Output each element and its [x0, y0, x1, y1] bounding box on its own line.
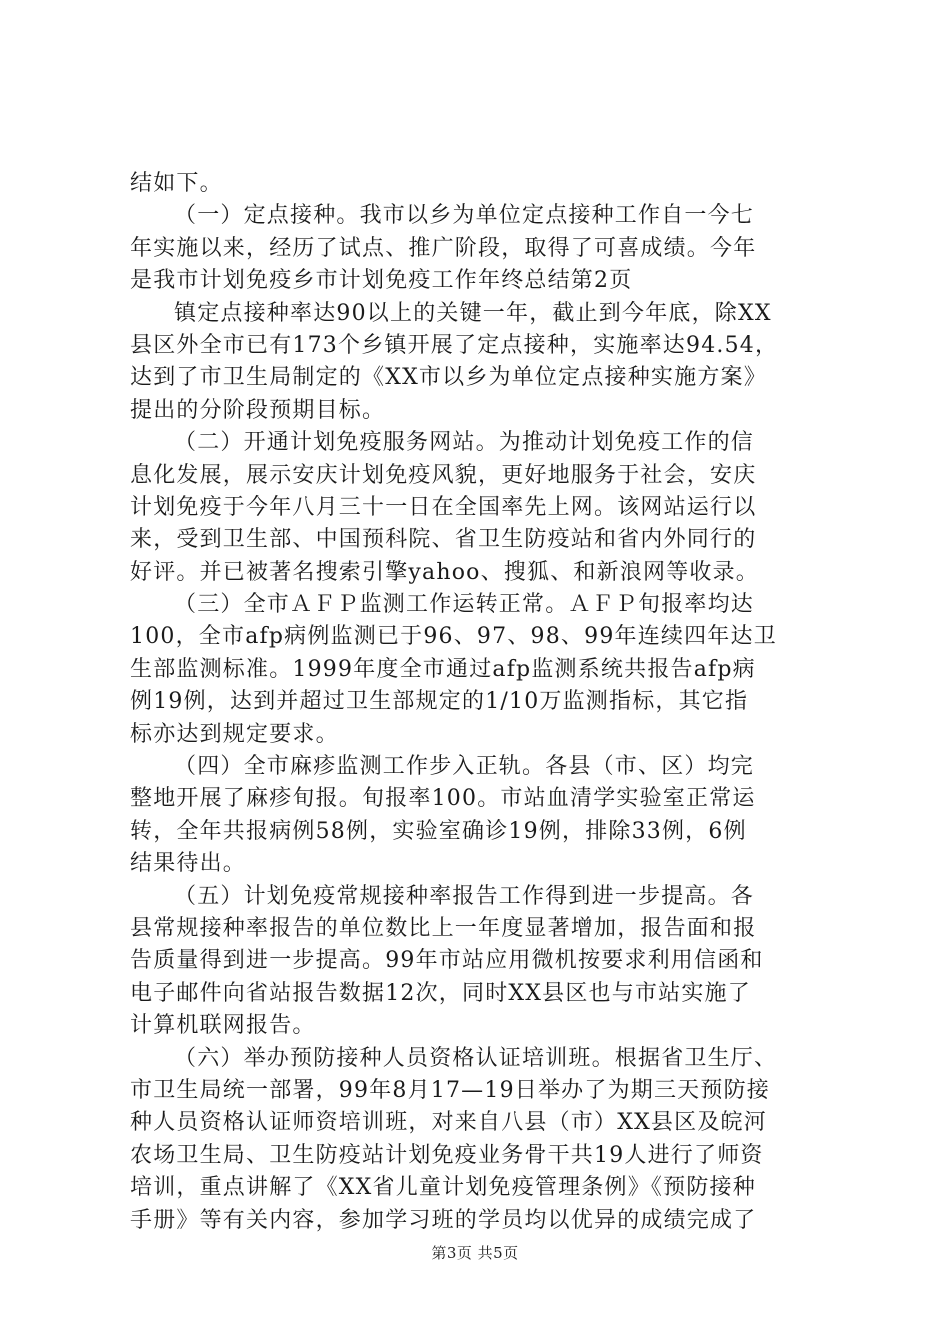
text-line: 县常规接种率报告的单位数比上一年度显著增加，报告面和报	[130, 915, 757, 941]
text-line: 农场卫生局、卫生防疫站计划免疫业务骨干共19人进行了师资	[130, 1142, 764, 1168]
paragraph-start-line: （五）计划免疫常规接种率报告工作得到进一步提高。各	[174, 883, 755, 909]
paragraph-start-line: 镇定点接种率达90以上的关键一年，截止到今年底，除XX	[174, 300, 772, 326]
paragraph-start-line: （六）举办预防接种人员资格认证培训班。根据省卫生厅、	[174, 1045, 778, 1071]
text-line: 息化发展，展示安庆计划免疫风貌，更好地服务于社会，安庆	[130, 462, 757, 488]
text-line: 告质量得到进一步提高。99年市站应用微机按要求利用信函和	[130, 948, 764, 974]
text-line: 种人员资格认证师资培训班，对来自八县（市）XX县区及皖河	[130, 1110, 767, 1136]
page-footer: 第3页 共5页	[431, 1244, 519, 1262]
text-line: 年实施以来，经历了试点、推广阶段，取得了可喜成绩。今年	[130, 235, 757, 261]
text-line: 提出的分阶段预期目标。	[130, 397, 386, 423]
paragraph-start-line: （三）全市ＡＦＰ监测工作运转正常。ＡＦＰ旬报率均达	[174, 592, 755, 618]
text-line: 计划免疫于今年八月三十一日在全国率先上网。该网站运行以	[130, 494, 757, 520]
text-line: 结如下。	[130, 171, 223, 196]
text-line: 是我市计划免疫乡市计划免疫工作年终总结第2页	[130, 268, 633, 294]
text-line: 例19例，达到并超过卫生部规定的1/10万监测指标，其它指	[130, 689, 749, 715]
text-line: 来，受到卫生部、中国预科院、省卫生防疫站和省内外同行的	[130, 527, 757, 553]
text-line: 整地开展了麻疹旬报。旬报率100。市站血清学实验室正常运	[130, 786, 756, 812]
text-line: 结果待出。	[130, 851, 247, 877]
text-line: 市卫生局统一部署，99年8月17—19日举办了为期三天预防接	[130, 1077, 770, 1103]
text-line: 生部监测标准。1999年度全市通过afp监测系统共报告afp病	[130, 656, 756, 682]
text-line: 县区外全市已有173个乡镇开展了定点接种，实施率达94.54，	[130, 332, 779, 358]
text-line: 标亦达到规定要求。	[130, 721, 339, 747]
text-line: 好评。并已被著名搜索引擎yahoo、搜狐、和新浪网等收录。	[130, 559, 760, 585]
text-line: 100，全市afp病例监测已于96、97、98、99年连续四年达卫	[130, 624, 777, 650]
paragraph-start-line: （一）定点接种。我市以乡为单位定点接种工作自一今七	[174, 203, 755, 229]
text-line: 达到了市卫生局制定的《XX市以乡为单位定点接种实施方案》	[130, 365, 767, 391]
text-line: 电子邮件向省站报告数据12次，同时XX县区也与市站实施了	[130, 980, 751, 1006]
document-body	[130, 168, 830, 1237]
text-line: 手册》等有关内容，参加学习班的学员均以优异的成绩完成了	[130, 1207, 757, 1233]
text-line: 培训，重点讲解了《XX省儿童计划免疫管理条例》《预防接种	[130, 1175, 756, 1201]
text-line: 计算机联网报告。	[130, 1013, 316, 1039]
paragraph-start-line: （二）开通计划免疫服务网站。为推动计划免疫工作的信	[174, 430, 755, 456]
paragraph-start-line: （四）全市麻疹监测工作步入正轨。各县（市、区）均完	[174, 754, 755, 780]
text-line: 转，全年共报病例58例，实验室确诊19例，排除33例，6例	[130, 818, 747, 844]
